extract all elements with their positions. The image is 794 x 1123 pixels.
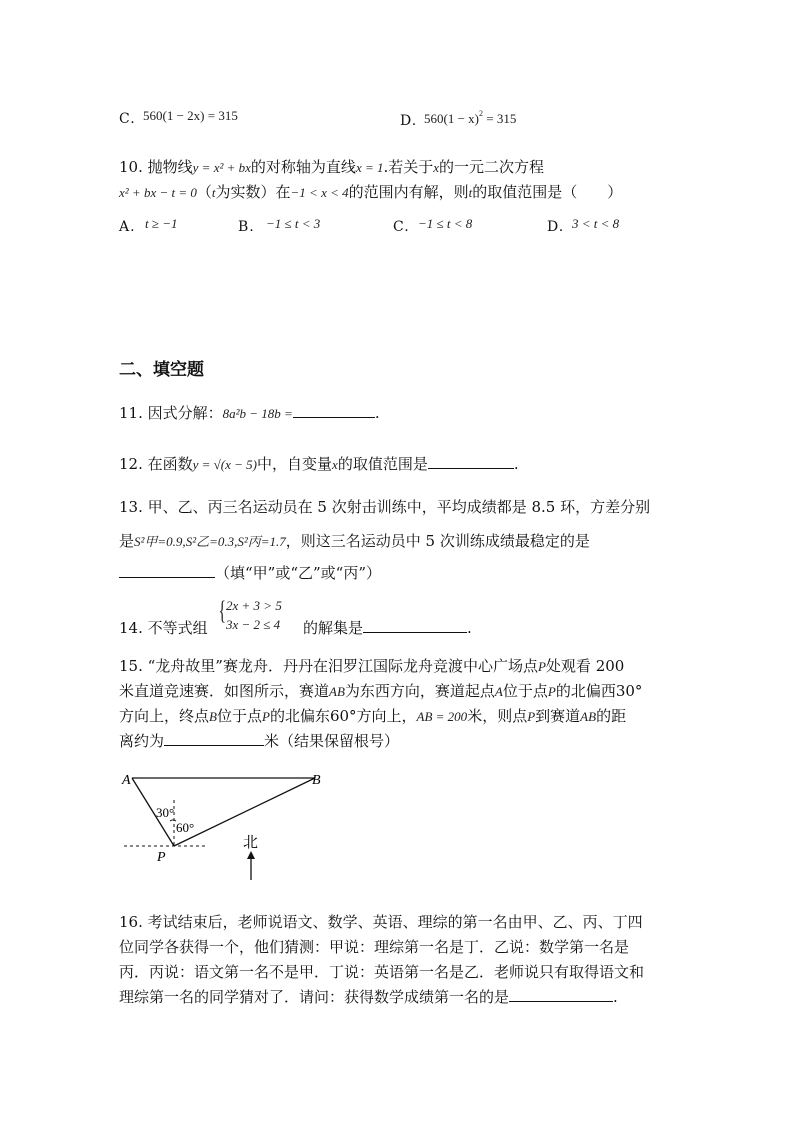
q14-brace: {	[218, 596, 226, 625]
q10-option-c-label: C.	[393, 219, 410, 235]
north-arrow-head	[247, 851, 255, 859]
q10-option-d-label: D.	[547, 219, 565, 235]
angle-30-label: 30°	[156, 805, 175, 820]
question-15-line1: 15. “龙舟故里”赛龙舟．丹丹在汨罗江国际龙舟竞渡中心广场点P处观看 200	[119, 657, 625, 675]
question-16-line1: 16. 考试结束后，老师说语文、数学、英语、理综的第一名由甲、乙、丙、丁四	[119, 913, 643, 931]
q9-option-d-expr: $560(1 - x)^2 = 315$	[424, 109, 517, 126]
north-label: 北	[243, 835, 259, 851]
q10-option-d-expr: 3 < t < 8	[572, 216, 620, 231]
question-13-line2: 是S²甲=0.9,S²乙=0.3,S²丙=1.7，则这三名运动员中 5 次训练成绩最稳定的是	[119, 532, 590, 550]
question-13-line3: （填“甲”或“乙”或“丙”）	[119, 562, 381, 583]
question-16-line4: 理综第一名的同学猜对了．请问：获得数学成绩第一名的是 .	[119, 988, 618, 1006]
question-10-line1: 10. 抛物线y = x² + bx的对称轴为直线x = 1.若关于x的一元二次方程	[119, 158, 545, 176]
q10-option-a-label: A.	[119, 219, 136, 235]
q14-inequality-2: 3x − 2 ≤ 4	[226, 617, 281, 632]
q10-option-c-expr: −1 ≤ t < 8	[418, 216, 473, 231]
angle-60-label: 60°	[176, 820, 195, 835]
q9-option-d-label: D.	[400, 113, 418, 129]
label-a: A	[122, 773, 131, 788]
question-15-line3: 方向上，终点B位于点P的北偏东60°方向上，AB = 200米，则点P到赛道AB的距	[119, 707, 627, 725]
q16-answer-blank[interactable]	[509, 987, 613, 1002]
geometry-figure	[110, 765, 350, 890]
question-15-line2: 米直道竞速赛．如图所示，赛道AB为东西方向，赛道起点A位于点P的北偏西30°	[119, 682, 643, 700]
q10-option-b-label: B.	[238, 219, 255, 235]
q15-answer-blank[interactable]	[164, 731, 264, 746]
question-15-line4: 离约为 米（结果保留根号）	[119, 732, 400, 750]
q13-answer-blank[interactable]	[119, 563, 215, 578]
label-b: B	[312, 773, 321, 788]
question-12: 12. 在函数y = √(x − 5)中，自变量x的取值范围是 .	[119, 455, 519, 473]
q9-option-c-label: C.	[119, 111, 136, 127]
q11-answer-blank[interactable]	[293, 403, 375, 418]
label-p: P	[157, 850, 166, 865]
question-16-line2: 位同学各获得一个，他们猜测：甲说：理综第一名是丁．乙说：数学第一名是	[119, 938, 630, 956]
question-14: 14. 不等式组	[119, 619, 208, 637]
q9-option-c-expr: 560(1 − 2x) = 315	[143, 108, 238, 123]
q14-inequality-1: 2x + 3 > 5	[226, 598, 282, 613]
q12-answer-blank[interactable]	[428, 454, 514, 469]
section-title: 二、填空题	[119, 360, 204, 380]
question-14-tail: 的解集是 .	[303, 619, 472, 637]
q14-answer-blank[interactable]	[363, 618, 467, 633]
question-16-line3: 丙．丙说：语文第一名不是甲．丁说：英语第一名是乙．老师说只有取得语文和	[119, 963, 645, 981]
q10-option-b-expr: −1 ≤ t < 3	[266, 216, 321, 231]
question-10-line2: x² + bx − t = 0（t为实数）在−1 < x < 4的范围内有解，则t的取值范围是（ ）	[119, 183, 623, 201]
question-13-line1: 13. 甲、乙、丙三名运动员在 5 次射击训练中，平均成绩都是 8.5 环，方差分别	[119, 498, 651, 516]
question-11: 11. 因式分解：8a²b − 18b = .	[119, 404, 380, 422]
q10-option-a-expr: t ≥ −1	[145, 216, 178, 231]
